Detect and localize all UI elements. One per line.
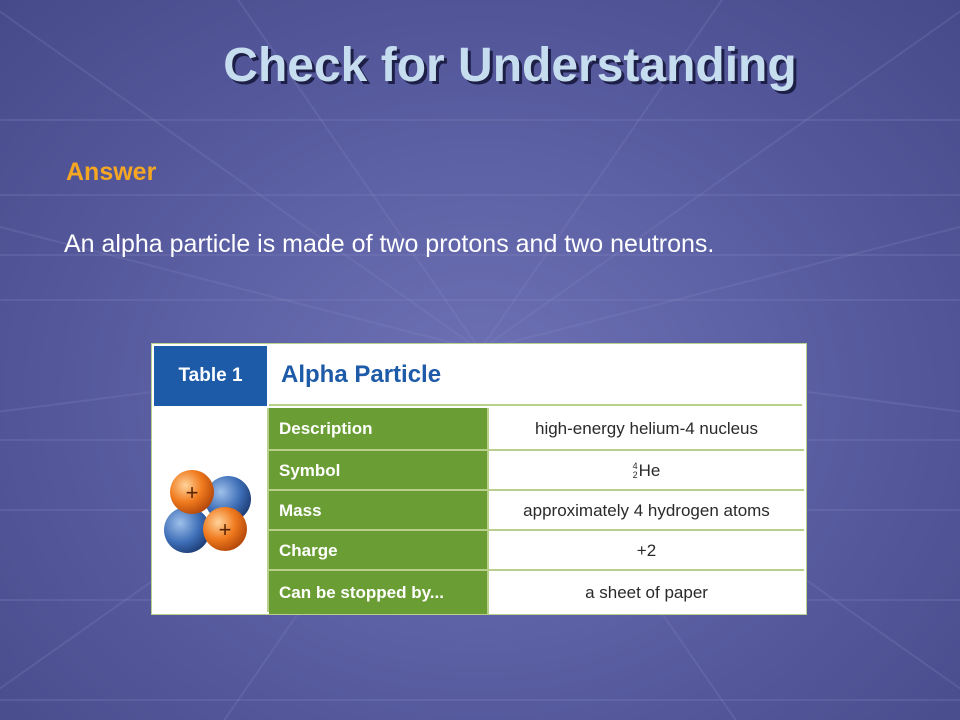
proton-sign: + (218, 517, 232, 542)
proton-sign: + (185, 480, 199, 505)
alpha-particle-model-icon (154, 408, 267, 612)
row-label: Mass (269, 491, 487, 531)
row-value: approximately 4 hydrogen atoms (487, 491, 804, 531)
row-mass (269, 489, 804, 531)
row-symbol (269, 449, 804, 491)
row-value (487, 451, 804, 491)
answer-label: Answer (66, 158, 157, 186)
table-title: Alpha Particle (269, 346, 802, 406)
isotope-symbol (633, 461, 661, 481)
answer-text: An alpha particle is made of two protons and two neutrons. (64, 230, 715, 258)
row-value: +2 (487, 531, 804, 571)
row-stopped-by (269, 569, 804, 614)
isotope-numbers (633, 462, 638, 480)
element-symbol: He (638, 461, 661, 480)
row-value: high-energy helium-4 nucleus (487, 408, 804, 449)
slide-title: Check for Understanding (223, 39, 797, 92)
row-label: Description (269, 408, 487, 449)
alpha-particle-table (151, 343, 807, 615)
table-number: Table 1 (154, 346, 267, 406)
row-label: Symbol (269, 451, 487, 491)
row-description (269, 408, 804, 449)
row-charge (269, 529, 804, 571)
illustration-cell (154, 408, 269, 612)
atomic-number: 2 (632, 470, 638, 480)
row-label: Can be stopped by... (269, 571, 487, 614)
mass-number: 4 (632, 461, 638, 471)
row-value: a sheet of paper (487, 571, 804, 614)
row-label: Charge (269, 531, 487, 571)
